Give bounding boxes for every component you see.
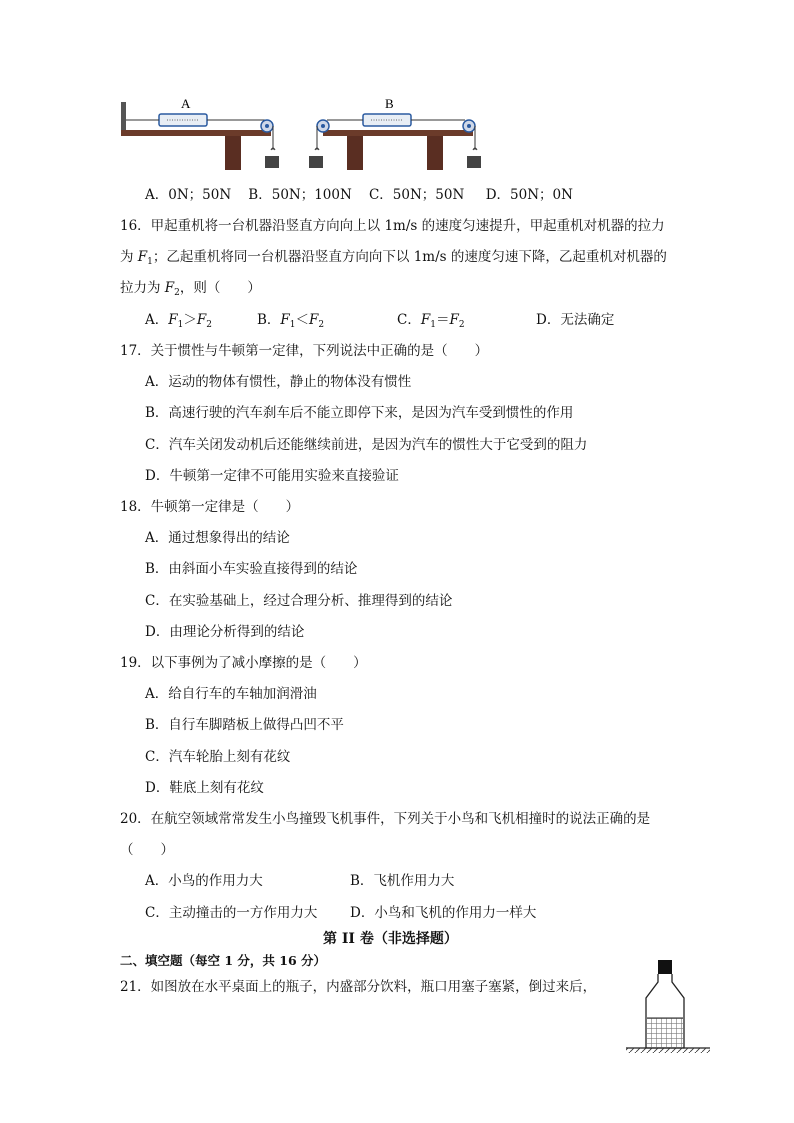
q16-option-a: A．$F_1>F_2$: [145, 312, 212, 330]
q18-option-a: A．通过想象得出的结论: [145, 530, 290, 546]
q19-option-b: B．自行车脚踏板上做得凸凹不平: [145, 717, 344, 733]
label-b: B: [385, 96, 394, 111]
q16-option-c: C．$F_1=F_2$: [397, 312, 465, 330]
q16-stem-line3: 拉力为 $F_2$，则（ ）: [120, 280, 261, 298]
q16-option-b: B．$F_1<F_2$: [257, 312, 325, 330]
q20-option-d: D．小鸟和飞机的作用力一样大: [350, 905, 537, 921]
q15-options: A．0N；50N B．50N；100N C．50N；50N D．50N；0N: [145, 187, 573, 203]
q20-option-b: B．飞机作用力大: [350, 873, 455, 889]
q18-option-d: D．由理论分析得到的结论: [145, 624, 305, 640]
q17-option-b: B．高速行驶的汽车刹车后不能立即停下来，是因为汽车受到惯性的作用: [145, 405, 574, 421]
q19-stem: 19．以下事例为了减小摩擦的是（ ）: [120, 655, 367, 671]
section-heading: 二、填空题（每空 1 分，共 16 分）: [120, 953, 327, 968]
q21-stem: 21．如图放在水平桌面上的瓶子，内盛部分饮料，瓶口用塞子塞紧，倒过来后，: [120, 979, 597, 995]
q16-option-d: D．无法确定: [536, 312, 615, 328]
q18-option-b: B．由斜面小车实验直接得到的结论: [145, 561, 358, 577]
q19-option-d: D．鞋底上刻有花纹: [145, 780, 264, 796]
q20-stem: 20．在航空领域常常发生小鸟撞毁飞机事件，下列关于小鸟和飞机相撞时的说法正确的是: [120, 811, 651, 827]
q20-paren: （ ）: [120, 842, 174, 858]
q19-option-a: A．给自行车的车轴加润滑油: [145, 686, 317, 702]
q17-option-c: C．汽车关闭发动机后还能继续前进，是因为汽车的惯性大于它受到的阻力: [145, 437, 588, 453]
spring-scale-figure: [115, 92, 490, 180]
q17-option-d: D．牛顿第一定律不可能用实验来直接验证: [145, 468, 399, 484]
section-title: 第 II 卷（非选择题）: [323, 931, 458, 947]
q20-option-a: A．小鸟的作用力大: [145, 873, 263, 889]
q18-stem: 18．牛顿第一定律是（ ）: [120, 499, 300, 515]
q20-option-c: C．主动撞击的一方作用力大: [145, 905, 318, 921]
q17-option-a: A．运动的物体有惯性，静止的物体没有惯性: [145, 374, 412, 390]
label-a: A: [181, 96, 191, 111]
q16-stem-line1: 16．甲起重机将一台机器沿竖直方向向上以 1m/s 的速度匀速提升，甲起重机对机器的拉力: [120, 218, 665, 234]
q17-stem: 17．关于惯性与牛顿第一定律，下列说法中正确的是（ ）: [120, 343, 489, 359]
bottle-figure: [624, 956, 714, 1056]
q16-stem-line2: 为 $F_1$；乙起重机将同一台机器沿竖直方向向下以 1m/s 的速度匀速下降，乙起重机对机器的: [120, 249, 667, 267]
q18-option-c: C．在实验基础上，经过合理分析、推理得到的结论: [145, 593, 453, 609]
q19-option-c: C．汽车轮胎上刻有花纹: [145, 749, 291, 765]
